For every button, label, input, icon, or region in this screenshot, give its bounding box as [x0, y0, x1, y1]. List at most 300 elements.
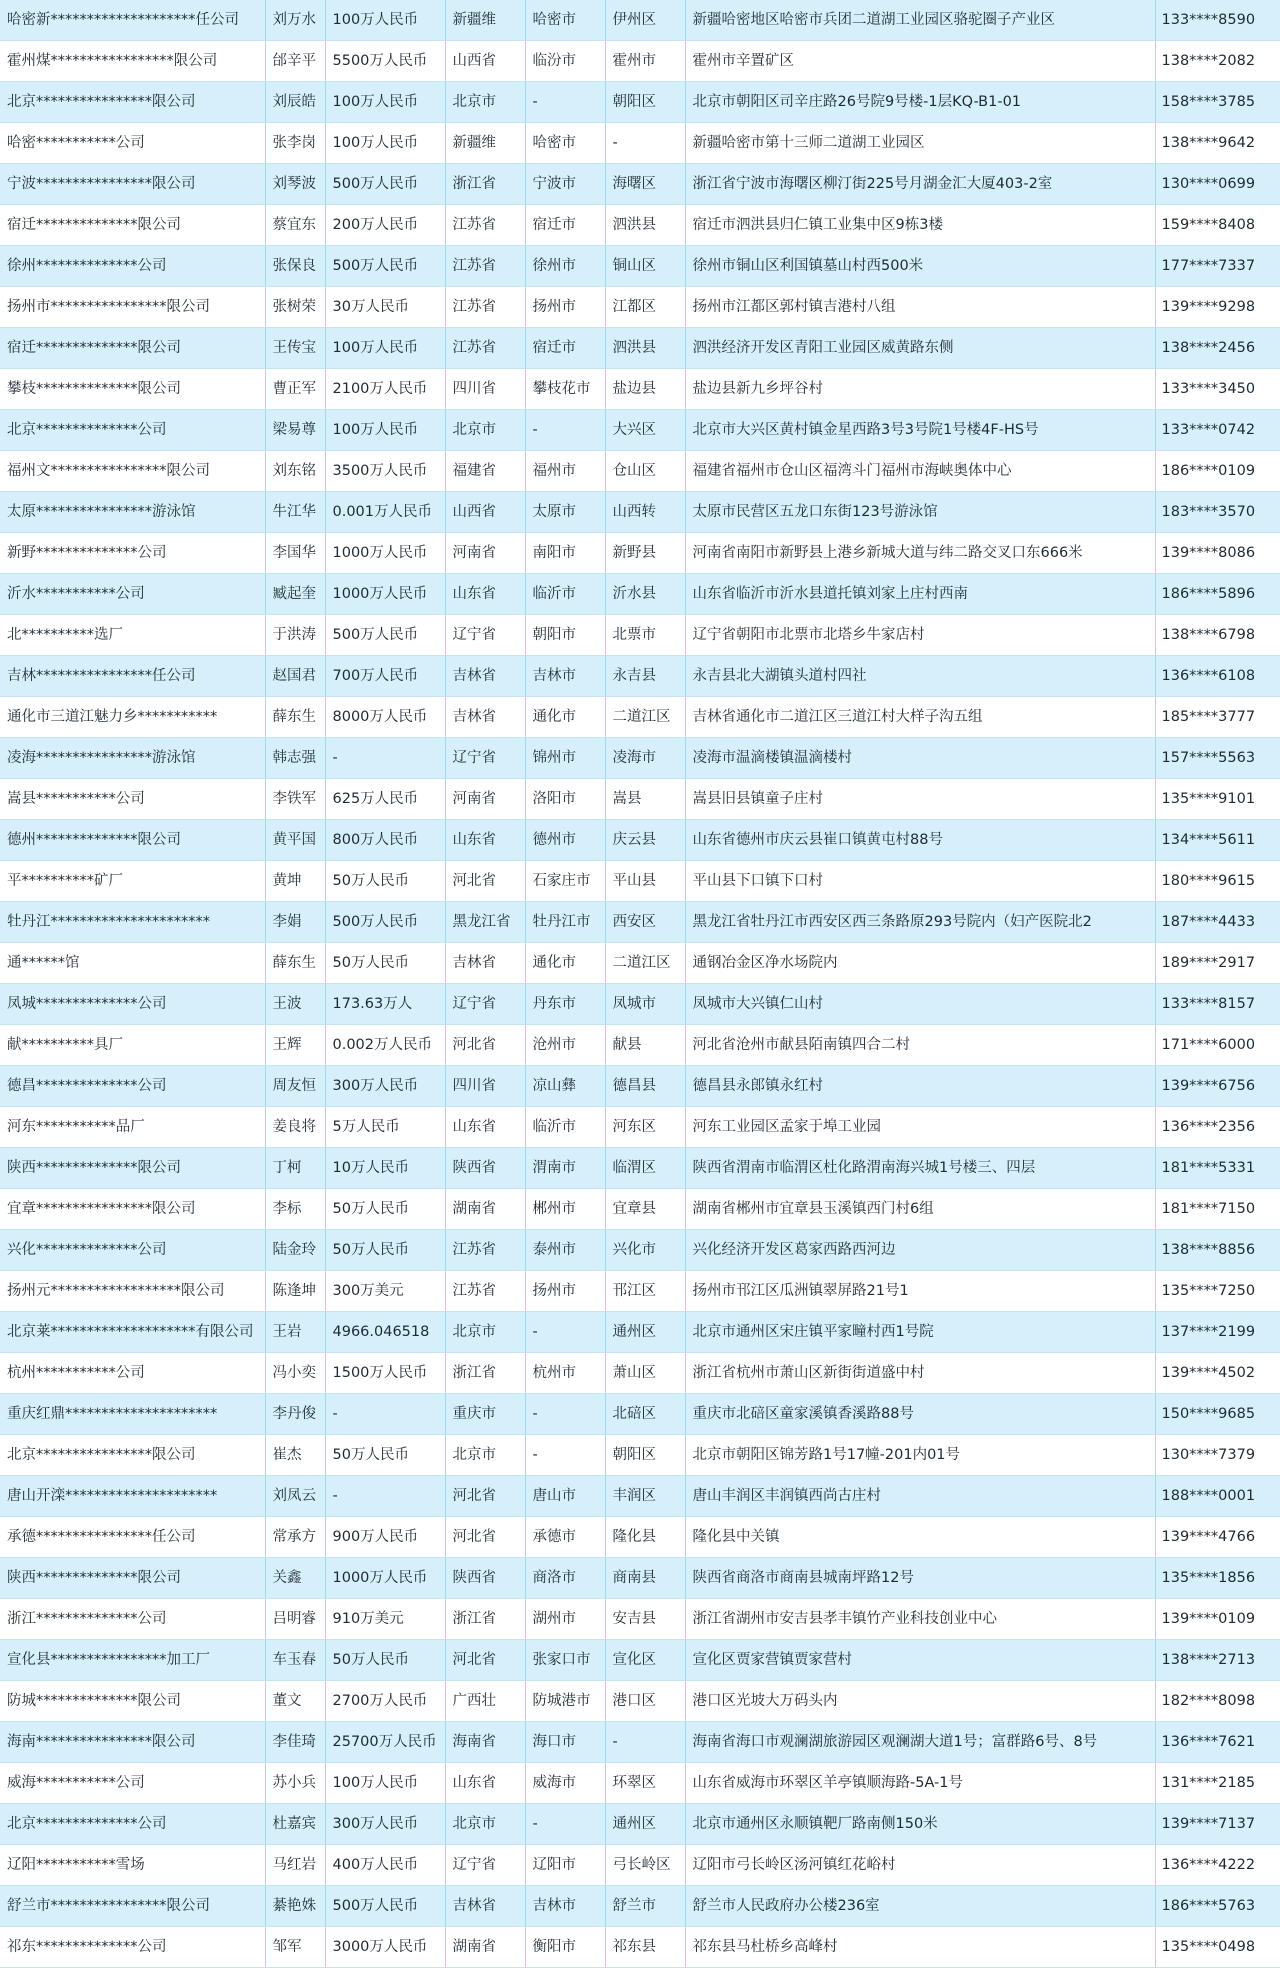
company-name-cell: 宿迁**************限公司	[0, 328, 265, 369]
province-cell: 吉林省	[445, 1886, 525, 1927]
registered-capital-cell: 500万人民币	[325, 615, 445, 656]
address-cell: 辽宁省朝阳市北票市北塔乡牛家店村	[685, 615, 1155, 656]
city-cell: 丹东市	[525, 984, 605, 1025]
address-cell: 兴化经济开发区葛家西路西河边	[685, 1230, 1155, 1271]
phone-cell: 185****3777	[1155, 697, 1280, 738]
province-cell: 北京市	[445, 1312, 525, 1353]
company-name-cell: 唐山开滦*********************	[0, 1476, 265, 1517]
province-cell: 山东省	[445, 820, 525, 861]
address-cell: 隆化县中关镇	[685, 1517, 1155, 1558]
city-cell: 威海市	[525, 1763, 605, 1804]
district-cell: 凤城市	[605, 984, 685, 1025]
legal-rep-cell: 梁易尊	[265, 410, 325, 451]
legal-rep-cell: 邰辛平	[265, 41, 325, 82]
phone-cell: 135****7250	[1155, 1271, 1280, 1312]
table-row	[0, 1230, 1280, 1271]
legal-rep-cell: 董文	[265, 1681, 325, 1722]
table-row	[0, 0, 1280, 41]
province-cell: 重庆市	[445, 1394, 525, 1435]
city-cell: 扬州市	[525, 287, 605, 328]
district-cell: 宜章县	[605, 1189, 685, 1230]
province-cell: 河北省	[445, 1476, 525, 1517]
phone-cell: 139****9298	[1155, 287, 1280, 328]
district-cell: 伊州区	[605, 0, 685, 41]
table-row	[0, 1804, 1280, 1845]
address-cell: 河南省南阳市新野县上港乡新城大道与纬二路交叉口东666米	[685, 533, 1155, 574]
registered-capital-cell: 173.63万人	[325, 984, 445, 1025]
company-name-cell: 牡丹江**********************	[0, 902, 265, 943]
table-row	[0, 1189, 1280, 1230]
city-cell: 衡阳市	[525, 1927, 605, 1968]
district-cell: 商南县	[605, 1558, 685, 1599]
registered-capital-cell: 100万人民币	[325, 123, 445, 164]
legal-rep-cell: 刘凤云	[265, 1476, 325, 1517]
phone-cell: 131****2185	[1155, 1763, 1280, 1804]
registered-capital-cell: 1000万人民币	[325, 1558, 445, 1599]
table-row	[0, 533, 1280, 574]
table-row	[0, 1558, 1280, 1599]
phone-cell: 181****7150	[1155, 1189, 1280, 1230]
address-cell: 徐州市铜山区利国镇墓山村西500米	[685, 246, 1155, 287]
address-cell: 祁东县马杜桥乡高峰村	[685, 1927, 1155, 1968]
province-cell: 北京市	[445, 1804, 525, 1845]
phone-cell: 133****0742	[1155, 410, 1280, 451]
company-name-cell: 德州**************限公司	[0, 820, 265, 861]
province-cell: 河南省	[445, 779, 525, 820]
legal-rep-cell: 刘万水	[265, 0, 325, 41]
address-cell: 新疆哈密市第十三师二道湖工业园区	[685, 123, 1155, 164]
address-cell: 浙江省宁波市海曙区柳汀街225号月湖金汇大厦403-2室	[685, 164, 1155, 205]
registered-capital-cell: 50万人民币	[325, 1230, 445, 1271]
city-cell: 哈密市	[525, 0, 605, 41]
registered-capital-cell: 50万人民币	[325, 1189, 445, 1230]
district-cell: 兴化市	[605, 1230, 685, 1271]
company-name-cell: 吉林****************任公司	[0, 656, 265, 697]
province-cell: 浙江省	[445, 1599, 525, 1640]
table-row	[0, 779, 1280, 820]
city-cell: 凉山彝	[525, 1066, 605, 1107]
registered-capital-cell: 3000万人民币	[325, 1927, 445, 1968]
registered-capital-cell: 5500万人民币	[325, 41, 445, 82]
legal-rep-cell: 陆金玲	[265, 1230, 325, 1271]
table-row	[0, 1681, 1280, 1722]
district-cell: 二道江区	[605, 943, 685, 984]
company-name-cell: 北京****************限公司	[0, 1435, 265, 1476]
registered-capital-cell: 50万人民币	[325, 1640, 445, 1681]
phone-cell: 180****9615	[1155, 861, 1280, 902]
legal-rep-cell: 姜良将	[265, 1107, 325, 1148]
company-name-cell: 宁波****************限公司	[0, 164, 265, 205]
district-cell: 舒兰市	[605, 1886, 685, 1927]
table-row	[0, 943, 1280, 984]
district-cell: 隆化县	[605, 1517, 685, 1558]
city-cell: 朝阳市	[525, 615, 605, 656]
province-cell: 吉林省	[445, 656, 525, 697]
address-cell: 盐边县新九乡坪谷村	[685, 369, 1155, 410]
address-cell: 福建省福州市仓山区福湾斗门福州市海峡奥体中心	[685, 451, 1155, 492]
city-cell: 通化市	[525, 697, 605, 738]
district-cell: 环翠区	[605, 1763, 685, 1804]
legal-rep-cell: 薛东生	[265, 943, 325, 984]
phone-cell: 139****4766	[1155, 1517, 1280, 1558]
company-name-cell: 北京****************限公司	[0, 82, 265, 123]
district-cell: 凌海市	[605, 738, 685, 779]
city-cell: 哈密市	[525, 123, 605, 164]
city-cell: 商洛市	[525, 1558, 605, 1599]
company-name-cell: 新野**************公司	[0, 533, 265, 574]
phone-cell: 136****2356	[1155, 1107, 1280, 1148]
address-cell: 山东省威海市环翠区羊亭镇顺海路-5A-1号	[685, 1763, 1155, 1804]
city-cell: 湖州市	[525, 1599, 605, 1640]
company-name-cell: 祁东**************公司	[0, 1927, 265, 1968]
table-row	[0, 615, 1280, 656]
district-cell: 沂水县	[605, 574, 685, 615]
company-name-cell: 宿迁**************限公司	[0, 205, 265, 246]
district-cell: 嵩县	[605, 779, 685, 820]
legal-rep-cell: 李国华	[265, 533, 325, 574]
phone-cell: 188****0001	[1155, 1476, 1280, 1517]
city-cell: 张家口市	[525, 1640, 605, 1681]
phone-cell: 139****6756	[1155, 1066, 1280, 1107]
table-row	[0, 41, 1280, 82]
address-cell: 宿迁市泗洪县归仁镇工业集中区9栋3楼	[685, 205, 1155, 246]
company-name-cell: 嵩县***********公司	[0, 779, 265, 820]
district-cell: 铜山区	[605, 246, 685, 287]
province-cell: 海南省	[445, 1722, 525, 1763]
province-cell: 江苏省	[445, 1271, 525, 1312]
legal-rep-cell: 冯小奕	[265, 1353, 325, 1394]
registered-capital-cell: 1000万人民币	[325, 533, 445, 574]
company-name-cell: 平**********矿厂	[0, 861, 265, 902]
legal-rep-cell: 马红岩	[265, 1845, 325, 1886]
address-cell: 凌海市温滴楼镇温滴楼村	[685, 738, 1155, 779]
registered-capital-cell: 100万人民币	[325, 82, 445, 123]
district-cell: 新野县	[605, 533, 685, 574]
district-cell: 献县	[605, 1025, 685, 1066]
province-cell: 四川省	[445, 369, 525, 410]
company-name-cell: 福州文****************限公司	[0, 451, 265, 492]
city-cell: -	[525, 1394, 605, 1435]
province-cell: 黑龙江省	[445, 902, 525, 943]
phone-cell: 182****8098	[1155, 1681, 1280, 1722]
province-cell: 北京市	[445, 1435, 525, 1476]
registered-capital-cell: 0.001万人民币	[325, 492, 445, 533]
district-cell: 丰润区	[605, 1476, 685, 1517]
address-cell: 海南省海口市观澜湖旅游园区观澜湖大道1号；富群路6号、8号	[685, 1722, 1155, 1763]
legal-rep-cell: 李娟	[265, 902, 325, 943]
phone-cell: 133****8157	[1155, 984, 1280, 1025]
legal-rep-cell: 牛江华	[265, 492, 325, 533]
registered-capital-cell: 300万人民币	[325, 1066, 445, 1107]
district-cell: 宣化区	[605, 1640, 685, 1681]
address-cell: 永吉县北大湖镇头道村四社	[685, 656, 1155, 697]
company-name-cell: 承德****************任公司	[0, 1517, 265, 1558]
phone-cell: 138****9642	[1155, 123, 1280, 164]
phone-cell: 158****3785	[1155, 82, 1280, 123]
table-row	[0, 492, 1280, 533]
registered-capital-cell: 2100万人民币	[325, 369, 445, 410]
city-cell: -	[525, 410, 605, 451]
company-name-cell: 北京莱********************有限公司	[0, 1312, 265, 1353]
registered-capital-cell: -	[325, 1394, 445, 1435]
city-cell: 渭南市	[525, 1148, 605, 1189]
province-cell: 陕西省	[445, 1558, 525, 1599]
legal-rep-cell: 张保良	[265, 246, 325, 287]
city-cell: 吉林市	[525, 656, 605, 697]
phone-cell: 187****4433	[1155, 902, 1280, 943]
phone-cell: 133****8590	[1155, 0, 1280, 41]
address-cell: 浙江省杭州市萧山区新街街道盛中村	[685, 1353, 1155, 1394]
table-row	[0, 574, 1280, 615]
legal-rep-cell: 于洪涛	[265, 615, 325, 656]
province-cell: 山西省	[445, 41, 525, 82]
province-cell: 河北省	[445, 1025, 525, 1066]
legal-rep-cell: 丁柯	[265, 1148, 325, 1189]
legal-rep-cell: 王岩	[265, 1312, 325, 1353]
province-cell: 新疆维	[445, 123, 525, 164]
legal-rep-cell: 李佳琦	[265, 1722, 325, 1763]
district-cell: 朝阳区	[605, 1435, 685, 1476]
city-cell: 扬州市	[525, 1271, 605, 1312]
table-row	[0, 1394, 1280, 1435]
district-cell: -	[605, 123, 685, 164]
registered-capital-cell: 2700万人民币	[325, 1681, 445, 1722]
phone-cell: 186****5763	[1155, 1886, 1280, 1927]
district-cell: 河东区	[605, 1107, 685, 1148]
registered-capital-cell: 900万人民币	[325, 1517, 445, 1558]
company-name-cell: 凤城**************公司	[0, 984, 265, 1025]
city-cell: 海口市	[525, 1722, 605, 1763]
registered-capital-cell: 100万人民币	[325, 328, 445, 369]
phone-cell: 177****7337	[1155, 246, 1280, 287]
phone-cell: 133****3450	[1155, 369, 1280, 410]
legal-rep-cell: 曹正军	[265, 369, 325, 410]
table-row	[0, 1148, 1280, 1189]
address-cell: 扬州市邗江区瓜洲镇翠屏路21号1	[685, 1271, 1155, 1312]
phone-cell: 138****6798	[1155, 615, 1280, 656]
phone-cell: 135****0498	[1155, 1927, 1280, 1968]
registered-capital-cell: 100万人民币	[325, 410, 445, 451]
district-cell: 通州区	[605, 1804, 685, 1845]
province-cell: 辽宁省	[445, 1845, 525, 1886]
city-cell: 徐州市	[525, 246, 605, 287]
registered-capital-cell: 910万美元	[325, 1599, 445, 1640]
city-cell: -	[525, 82, 605, 123]
company-name-cell: 哈密***********公司	[0, 123, 265, 164]
company-name-cell: 兴化**************公司	[0, 1230, 265, 1271]
company-name-cell: 舒兰市****************限公司	[0, 1886, 265, 1927]
table-row	[0, 164, 1280, 205]
province-cell: 浙江省	[445, 164, 525, 205]
address-cell: 北京市朝阳区锦芳路1号17幢-201内01号	[685, 1435, 1155, 1476]
city-cell: 德州市	[525, 820, 605, 861]
address-cell: 陕西省商洛市商南县城南坪路12号	[685, 1558, 1155, 1599]
phone-cell: 138****2082	[1155, 41, 1280, 82]
city-cell: 攀枝花市	[525, 369, 605, 410]
table-row	[0, 1640, 1280, 1681]
company-name-cell: 徐州**************公司	[0, 246, 265, 287]
company-name-cell: 扬州元******************限公司	[0, 1271, 265, 1312]
address-cell: 吉林省通化市二道江区三道江村大样子沟五组	[685, 697, 1155, 738]
company-name-cell: 浙江**************公司	[0, 1599, 265, 1640]
registered-capital-cell: -	[325, 1476, 445, 1517]
legal-rep-cell: 杜嘉宾	[265, 1804, 325, 1845]
province-cell: 辽宁省	[445, 615, 525, 656]
table-row	[0, 1271, 1280, 1312]
district-cell: 大兴区	[605, 410, 685, 451]
table-row	[0, 287, 1280, 328]
province-cell: 北京市	[445, 410, 525, 451]
phone-cell: 157****5563	[1155, 738, 1280, 779]
province-cell: 山东省	[445, 574, 525, 615]
district-cell: 港口区	[605, 1681, 685, 1722]
province-cell: 河北省	[445, 1640, 525, 1681]
address-cell: 平山县下口镇下口村	[685, 861, 1155, 902]
province-cell: 新疆维	[445, 0, 525, 41]
legal-rep-cell: 关鑫	[265, 1558, 325, 1599]
legal-rep-cell: 邹军	[265, 1927, 325, 1968]
city-cell: 牡丹江市	[525, 902, 605, 943]
legal-rep-cell: 吕明睿	[265, 1599, 325, 1640]
city-cell: 辽阳市	[525, 1845, 605, 1886]
legal-rep-cell: 赵国君	[265, 656, 325, 697]
legal-rep-cell: 薛东生	[265, 697, 325, 738]
company-name-cell: 宜章****************限公司	[0, 1189, 265, 1230]
registered-capital-cell: 500万人民币	[325, 164, 445, 205]
city-cell: 吉林市	[525, 1886, 605, 1927]
address-cell: 扬州市江都区郭村镇吉港村八组	[685, 287, 1155, 328]
district-cell: 永吉县	[605, 656, 685, 697]
phone-cell: 135****1856	[1155, 1558, 1280, 1599]
address-cell: 陕西省渭南市临渭区杜化路渭南海兴城1号楼三、四层	[685, 1148, 1155, 1189]
address-cell: 山东省德州市庆云县崔口镇黄屯村88号	[685, 820, 1155, 861]
address-cell: 港口区光坡大万码头内	[685, 1681, 1155, 1722]
registered-capital-cell: 500万人民币	[325, 902, 445, 943]
company-name-cell: 太原****************游泳馆	[0, 492, 265, 533]
company-name-cell: 哈密新********************任公司	[0, 0, 265, 41]
phone-cell: 138****2713	[1155, 1640, 1280, 1681]
district-cell: 西安区	[605, 902, 685, 943]
table-row	[0, 656, 1280, 697]
company-name-cell: 北京**************公司	[0, 1804, 265, 1845]
company-name-cell: 霍州煤*****************限公司	[0, 41, 265, 82]
table-row	[0, 1886, 1280, 1927]
company-name-cell: 通化市三道江魅力乡***********	[0, 697, 265, 738]
registered-capital-cell: 50万人民币	[325, 943, 445, 984]
registered-capital-cell: 500万人民币	[325, 246, 445, 287]
table-row	[0, 1599, 1280, 1640]
province-cell: 北京市	[445, 82, 525, 123]
address-cell: 黑龙江省牡丹江市西安区西三条路原293号院内（妇产医院北2	[685, 902, 1155, 943]
phone-cell: 138****2456	[1155, 328, 1280, 369]
table-row	[0, 1763, 1280, 1804]
legal-rep-cell: 陈逢坤	[265, 1271, 325, 1312]
address-cell: 北京市朝阳区司辛庄路26号院9号楼-1层KQ-B1-01	[685, 82, 1155, 123]
registered-capital-cell: 50万人民币	[325, 1435, 445, 1476]
registered-capital-cell: 50万人民币	[325, 861, 445, 902]
phone-cell: 183****3570	[1155, 492, 1280, 533]
city-cell: 防城港市	[525, 1681, 605, 1722]
address-cell: 辽阳市弓长岭区汤河镇红花峪村	[685, 1845, 1155, 1886]
registered-capital-cell: 5万人民币	[325, 1107, 445, 1148]
province-cell: 江苏省	[445, 1230, 525, 1271]
table-row	[0, 205, 1280, 246]
registered-capital-cell: 0.002万人民币	[325, 1025, 445, 1066]
phone-cell: 130****0699	[1155, 164, 1280, 205]
district-cell: 朝阳区	[605, 82, 685, 123]
city-cell: 太原市	[525, 492, 605, 533]
address-cell: 重庆市北碚区童家溪镇香溪路88号	[685, 1394, 1155, 1435]
address-cell: 凤城市大兴镇仁山村	[685, 984, 1155, 1025]
registered-capital-cell: 1500万人民币	[325, 1353, 445, 1394]
registered-capital-cell: 625万人民币	[325, 779, 445, 820]
company-name-cell: 威海***********公司	[0, 1763, 265, 1804]
registered-capital-cell: 3500万人民币	[325, 451, 445, 492]
phone-cell: 189****2917	[1155, 943, 1280, 984]
registered-capital-cell: 25700万人民币	[325, 1722, 445, 1763]
province-cell: 广西壮	[445, 1681, 525, 1722]
table-row	[0, 1517, 1280, 1558]
city-cell: 临汾市	[525, 41, 605, 82]
province-cell: 河南省	[445, 533, 525, 574]
address-cell: 山东省临沂市沂水县道托镇刘家上庄村西南	[685, 574, 1155, 615]
registered-capital-cell: 800万人民币	[325, 820, 445, 861]
district-cell: 通州区	[605, 1312, 685, 1353]
province-cell: 江苏省	[445, 287, 525, 328]
legal-rep-cell: 张树荣	[265, 287, 325, 328]
legal-rep-cell: 崔杰	[265, 1435, 325, 1476]
registered-capital-cell: -	[325, 738, 445, 779]
company-name-cell: 辽阳***********雪场	[0, 1845, 265, 1886]
registered-capital-cell: 300万人民币	[325, 1804, 445, 1845]
city-cell: 通化市	[525, 943, 605, 984]
legal-rep-cell: 黄平国	[265, 820, 325, 861]
table-row	[0, 1927, 1280, 1968]
province-cell: 辽宁省	[445, 738, 525, 779]
legal-rep-cell: 苏小兵	[265, 1763, 325, 1804]
province-cell: 吉林省	[445, 697, 525, 738]
city-cell: 杭州市	[525, 1353, 605, 1394]
table-row	[0, 451, 1280, 492]
address-cell: 通钢冶金区净水场院内	[685, 943, 1155, 984]
company-name-cell: 陕西**************限公司	[0, 1558, 265, 1599]
district-cell: 泗洪县	[605, 328, 685, 369]
registered-capital-cell: 100万人民币	[325, 1763, 445, 1804]
registered-capital-cell: 500万人民币	[325, 1886, 445, 1927]
company-name-cell: 德昌**************公司	[0, 1066, 265, 1107]
district-cell: 安吉县	[605, 1599, 685, 1640]
legal-rep-cell: 常承方	[265, 1517, 325, 1558]
district-cell: 泗洪县	[605, 205, 685, 246]
address-cell: 北京市通州区永顺镇靶厂路南侧150米	[685, 1804, 1155, 1845]
table-row	[0, 902, 1280, 943]
company-name-cell: 陕西**************限公司	[0, 1148, 265, 1189]
province-cell: 江苏省	[445, 328, 525, 369]
phone-cell: 139****0109	[1155, 1599, 1280, 1640]
address-cell: 太原市民营区五龙口东街123号游泳馆	[685, 492, 1155, 533]
district-cell: 北碚区	[605, 1394, 685, 1435]
registered-capital-cell: 1000万人民币	[325, 574, 445, 615]
phone-cell: 136****4222	[1155, 1845, 1280, 1886]
province-cell: 山西省	[445, 492, 525, 533]
district-cell: 北票市	[605, 615, 685, 656]
company-name-cell: 扬州市****************限公司	[0, 287, 265, 328]
district-cell: 萧山区	[605, 1353, 685, 1394]
address-cell: 唐山丰润区丰润镇西尚古庄村	[685, 1476, 1155, 1517]
city-cell: 洛阳市	[525, 779, 605, 820]
phone-cell: 130****7379	[1155, 1435, 1280, 1476]
province-cell: 福建省	[445, 451, 525, 492]
